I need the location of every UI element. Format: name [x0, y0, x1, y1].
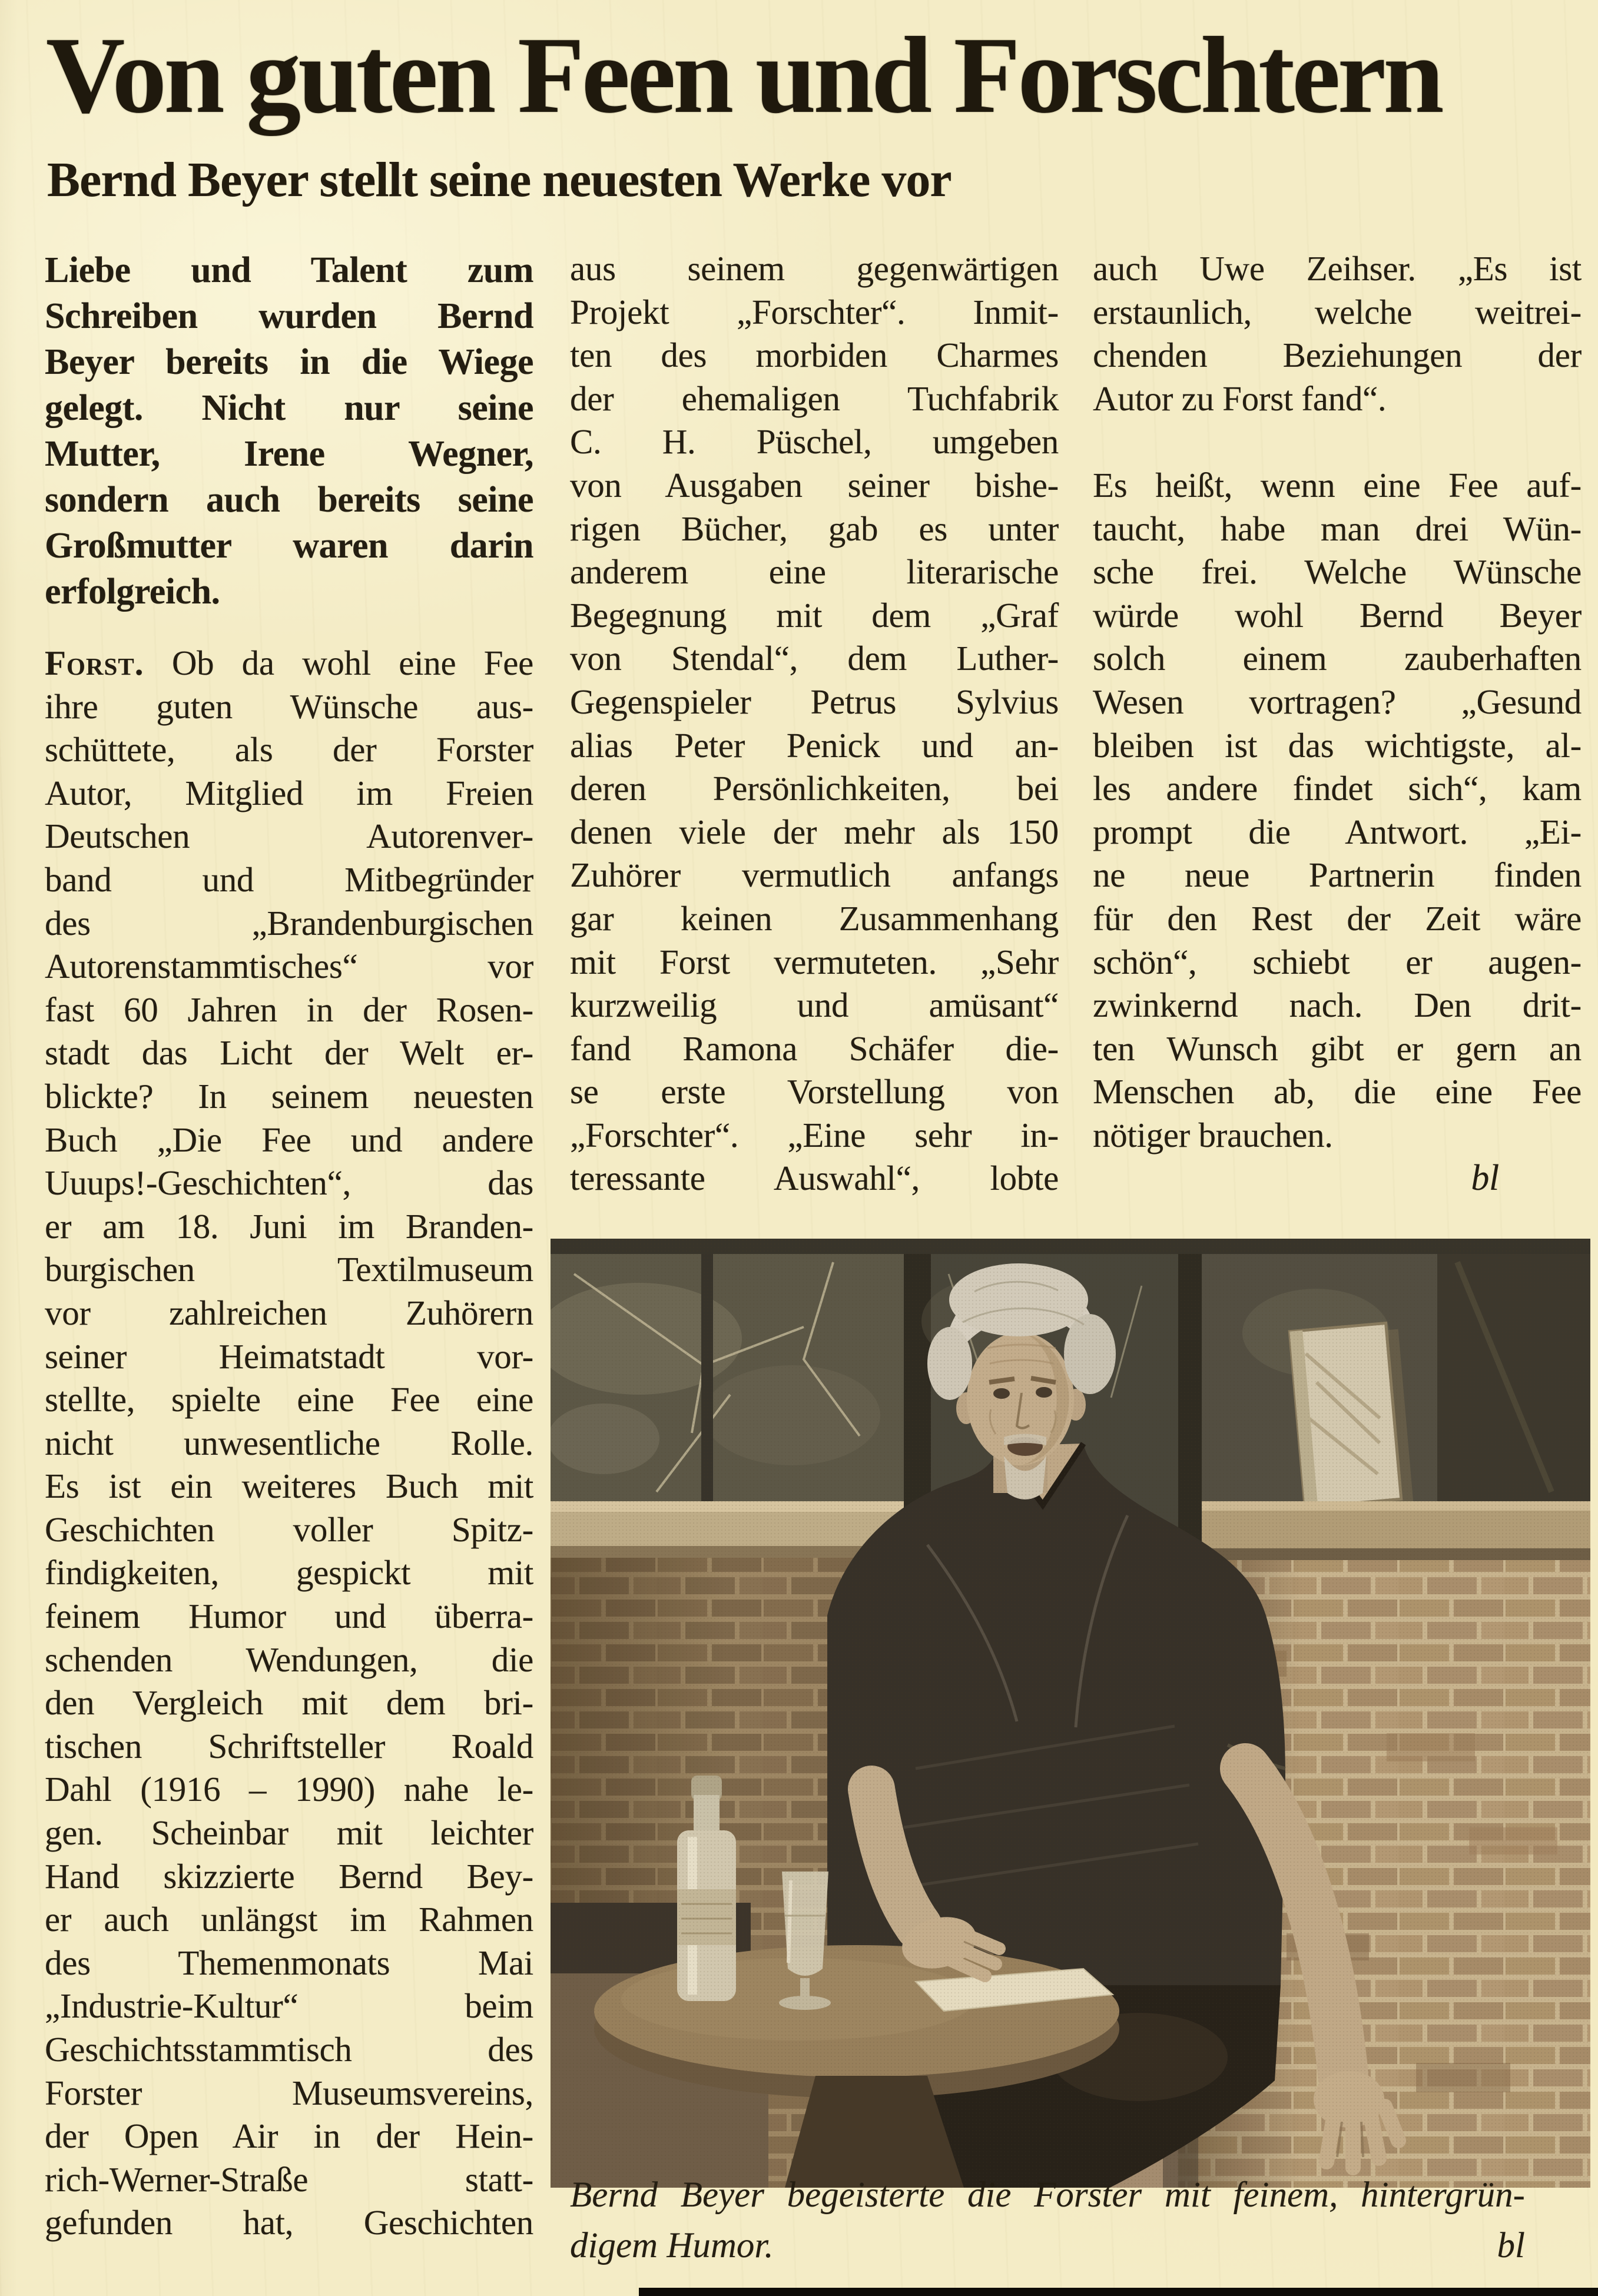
text-line: [1093, 420, 1582, 464]
text-line: Wesen vortragen? „Gesund: [1093, 682, 1582, 721]
text-line: Autor, Mitglied im Freien: [45, 773, 533, 812]
text-line: chenden Beziehungen der: [1093, 336, 1582, 375]
text-line: burgischen Textilmuseum: [45, 1250, 533, 1289]
text-line: C. H. Püschel, umgeben: [570, 422, 1059, 462]
text-line: se erste Vorstellung von: [570, 1072, 1059, 1111]
text-line: nicht unwesentliche Rolle.: [45, 1423, 533, 1462]
text-line: der ehemaligen Tuchfabrik: [570, 379, 1059, 418]
text-line: zwinkernd nach. Den drit-: [1093, 986, 1582, 1025]
text-line: nötiger brauchen.: [1093, 1115, 1333, 1154]
text-line: schenden Wendungen, die: [45, 1640, 533, 1679]
text-line: digem Humor. bl: [570, 2221, 1525, 2271]
photo-illustration: [551, 1239, 1590, 2188]
text-line: des „Brandenburgischen: [45, 903, 533, 943]
text-line: gefunden hat, Geschichten: [45, 2203, 533, 2242]
text-line: les andere findet sich“, kam: [1093, 769, 1582, 808]
text-line: von Ausgaben seiner bishe-: [570, 465, 1059, 505]
text-line: Deutschen Autorenver-: [45, 817, 533, 856]
article-lede: [45, 247, 533, 615]
text-line: Es heißt, wenn eine Fee auf-: [1093, 465, 1582, 505]
text-line: ne neue Partnerin finden: [1093, 855, 1582, 895]
text-line: gen. Scheinbar mit leichter: [45, 1813, 533, 1853]
text-line: erfolgreich.: [45, 572, 220, 612]
text-line: er auch unlängst im Rahmen: [45, 1900, 533, 1939]
text-line: Geschichten voller Spitz-: [45, 1509, 533, 1549]
column-2: [570, 247, 1059, 1200]
text-line: Projekt „Forschter“. Inmit-: [570, 292, 1059, 331]
text-line: er am 18. Juni im Branden-: [45, 1206, 533, 1246]
text-line: Es ist ein weiteres Buch mit: [45, 1466, 533, 1506]
text-line: Schreiben wurden Bernd: [45, 296, 533, 336]
text-line: gelegt. Nicht nur seine: [45, 388, 533, 428]
text-line: „Forschter“. „Eine sehr in-: [570, 1115, 1059, 1154]
text-line: Forst. Ob da wohl eine Fee: [45, 643, 533, 682]
photo-caption: [570, 2170, 1525, 2271]
text-line: rigen Bücher, gab es unter: [570, 509, 1059, 548]
text-line: teressante Auswahl“, lobte: [570, 1159, 1059, 1198]
text-line: den Vergleich mit dem bri-: [45, 1683, 533, 1723]
text-line: seiner Heimatstadt vor-: [45, 1336, 533, 1376]
text-line: fast 60 Jahren in der Rosen-: [45, 990, 533, 1029]
text-line: erstaunlich, welche weitrei-: [1093, 292, 1582, 331]
column-1-body: [45, 642, 533, 2245]
text-line: des Themenmonats Mai: [45, 1943, 533, 1982]
text-line: ten des morbiden Charmes: [570, 336, 1059, 375]
text-line: taucht, habe man drei Wün-: [1093, 509, 1582, 548]
text-line: stadt das Licht der Welt er-: [45, 1033, 533, 1073]
text-line: Großmutter waren darin: [45, 526, 533, 566]
text-line: Geschichtsstammtisch des: [45, 2030, 533, 2069]
text-line: schüttete, als der Forster: [45, 730, 533, 769]
article-subheadline: Bernd Beyer stellt seine neuesten Werke vor: [47, 152, 951, 207]
text-line: prompt die Antwort. „Ei-: [1093, 812, 1582, 851]
text-line: Begegnung mit dem „Graf: [570, 595, 1059, 635]
text-line: Mutter, Irene Wegner,: [45, 434, 533, 474]
text-line: schön“, schiebt er augen-: [1093, 942, 1582, 981]
text-line: Autor zu Forst fand“.: [1093, 379, 1387, 418]
text-line: Forster Museumsvereins,: [45, 2073, 533, 2112]
scan-artifact-bar: [639, 2288, 1598, 2296]
text-line: denen viele der mehr als 150: [570, 812, 1059, 851]
text-line: für den Rest der Zeit wäre: [1093, 898, 1582, 938]
text-line: Hand skizzierte Bernd Bey-: [45, 1856, 533, 1896]
text-line: Zuhörer vermutlich anfangs: [570, 855, 1059, 895]
text-line: Dahl (1916 – 1990) nahe le-: [45, 1770, 533, 1809]
text-line: Menschen ab, die eine Fee: [1093, 1072, 1582, 1111]
text-line: kurzweilig und amüsant“: [570, 986, 1059, 1025]
text-line: auch Uwe Zeihser. „Es ist: [1093, 249, 1582, 288]
article-photo: [551, 1239, 1590, 2188]
text-line: vor zahlreichen Zuhörern: [45, 1293, 533, 1332]
column-3: [1093, 247, 1582, 1200]
text-line: ihre guten Wünsche aus-: [45, 686, 533, 726]
text-line: Bernd Beyer begeisterte die Forster mit feinem, hintergrün-: [570, 2175, 1525, 2215]
text-line: Autorenstammtisches“ vor: [45, 947, 533, 986]
text-line: alias Peter Penick und an-: [570, 725, 1059, 765]
text-line: sondern auch bereits seine: [45, 480, 533, 520]
text-line: von Stendal“, dem Luther-: [570, 639, 1059, 678]
text-line: Uuups!-Geschichten“, das: [45, 1163, 533, 1203]
text-line: fand Ramona Schäfer die-: [570, 1028, 1059, 1068]
text-line: „Industrie-Kultur“ beim: [45, 1986, 533, 2026]
text-line: mit Forst vermuteten. „Sehr: [570, 942, 1059, 981]
text-line: Gegenspieler Petrus Sylvius: [570, 682, 1059, 721]
text-line: feinem Humor und überra-: [45, 1597, 533, 1636]
text-line: anderem eine literarische: [570, 552, 1059, 592]
dateline: Forst.: [45, 643, 144, 682]
text-line: bl: [1471, 1158, 1499, 1199]
text-line: solch einem zauberhaften: [1093, 639, 1582, 678]
text-line: Beyer bereits in die Wiege: [45, 342, 533, 382]
text-line: ten Wunsch gibt er gern an: [1093, 1028, 1582, 1068]
text-line: band und Mitbegründer: [45, 860, 533, 899]
text-line: rich-Werner-Straße statt-: [45, 2159, 533, 2199]
article-headline: Von guten Feen und Forschtern: [46, 15, 1441, 136]
text-line: aus seinem gegenwärtigen: [570, 249, 1059, 288]
text-line: würde wohl Bernd Beyer: [1093, 595, 1582, 635]
text-line: Buch „Die Fee und andere: [45, 1120, 533, 1159]
text-line: findigkeiten, gespickt mit: [45, 1553, 533, 1592]
text-line: tischen Schriftsteller Roald: [45, 1726, 533, 1766]
text-line: stellte, spielte eine Fee eine: [45, 1380, 533, 1419]
column-1: [45, 247, 533, 2245]
text-line: der Open Air in der Hein-: [45, 2116, 533, 2156]
text-line: sche frei. Welche Wünsche: [1093, 552, 1582, 592]
text-line: blickte? In seinem neuesten: [45, 1076, 533, 1116]
text-line: bleiben ist das wichtigste, al-: [1093, 725, 1582, 765]
text-line: deren Persönlichkeiten, bei: [570, 769, 1059, 808]
text-line: Liebe und Talent zum: [45, 250, 533, 290]
text-line: gar keinen Zusammenhang: [570, 898, 1059, 938]
caption-credit: bl: [1497, 2226, 1525, 2265]
